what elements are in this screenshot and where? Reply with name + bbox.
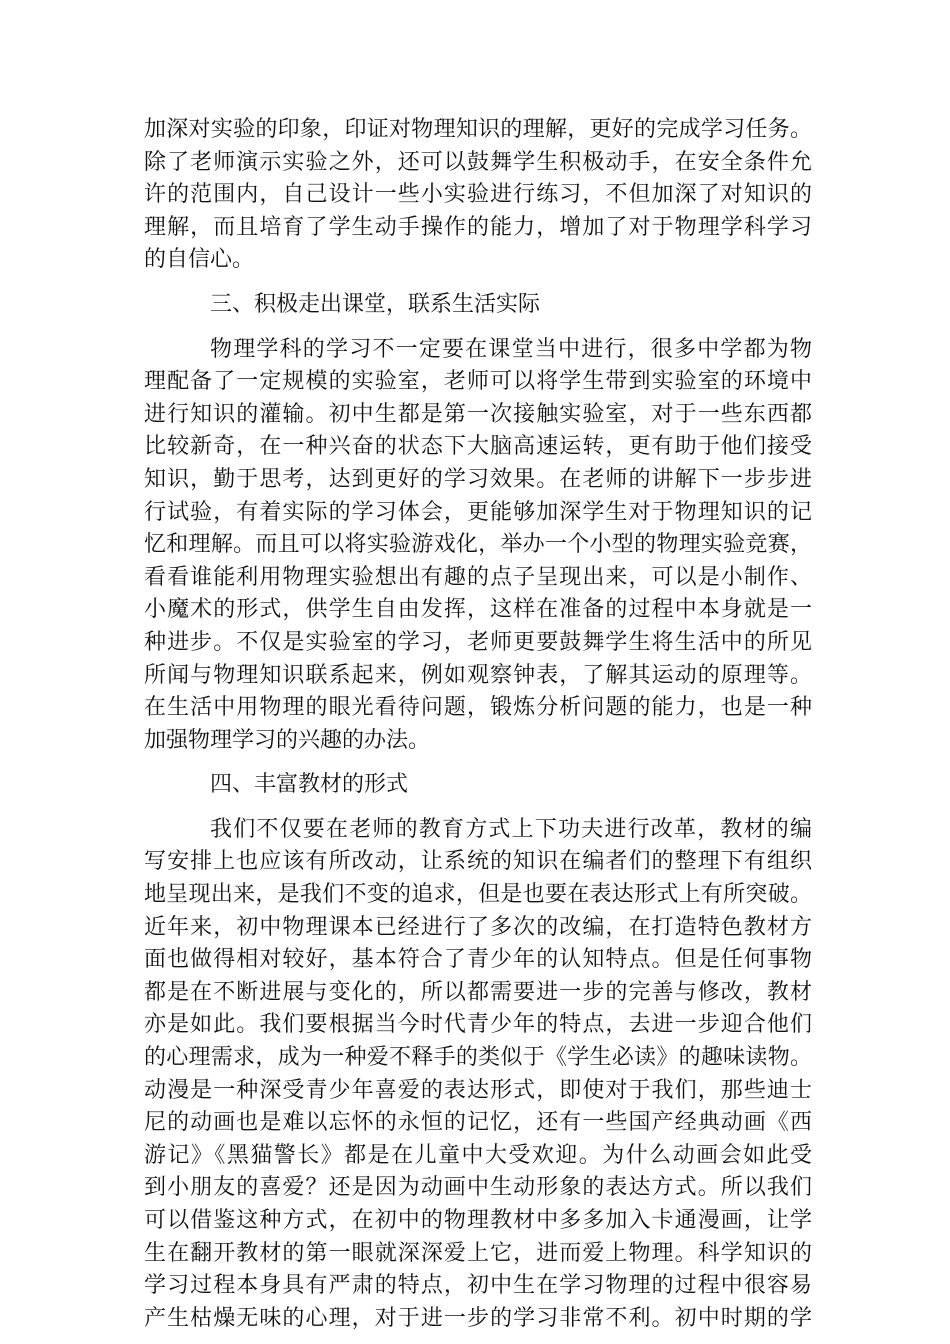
paragraph-textbook-form [144,814,812,1336]
text-line: 知识，勤于思考，达到更好的学习效果。在老师的讲解下一步步进 [144,466,812,492]
text-line: 许的范围内，自己设计一些小实验进行练习，不但加深了对知识的 [144,182,812,208]
text-line: 亦是如此。我们要根据当今时代青少年的特点，去进一步迎合他们 [144,1012,812,1038]
text-line: 动漫是一种深受青少年喜爱的表达形式，即使对于我们，那些迪士 [144,1077,812,1103]
text-line: 理解，而且培育了学生动手操作的能力，增加了对于物理学科学习 [144,214,812,240]
paragraph-lab-practice [144,334,812,758]
text-line: 种进步。不仅是实验室的学习，老师更要鼓舞学生将生活中的所见 [144,629,812,655]
text-line: 理配备了一定规模的实验室，老师可以将学生带到实验室的环境中 [144,369,812,395]
text-line: 的自信心。 [144,247,255,273]
document-body [144,114,812,1335]
text-line: 比较新奇，在一种兴奋的状态下大脑高速运转，更有助于他们接受 [144,434,812,460]
text-line: 游记》《黑猫警长》都是在儿童中大受欢迎。为什么动画会如此受 [144,1142,812,1168]
paragraph-continued [144,114,812,277]
section-heading-4: 四、丰富教材的形式 [210,772,409,798]
text-line: 生在翻开教材的第一眼就深深爱上它，进而爱上物理。科学知识的 [144,1240,812,1266]
text-line: 尼的动画也是难以忘怀的永恒的记忆，还有一些国产经典动画《西 [144,1110,812,1136]
text-line: 到小朋友的喜爱？还是因为动画中生动形象的表达方式。所以我们 [144,1175,812,1201]
text-line: 都是在不断进展与变化的，所以都需要进一步的完善与修改，教材 [144,979,812,1005]
text-line: 忆和理解。而且可以将实验游戏化，举办一个小型的物理实验竞赛， [144,532,812,558]
text-line: 学习过程本身具有严肃的特点，初中生在学习物理的过程中很容易 [144,1273,812,1299]
text-line: 行试验，有着实际的学习体会，更能够加深学生对于物理知识的记 [144,499,812,525]
text-line: 物理学科的学习不一定要在课堂当中进行，很多中学都为物 [210,336,812,362]
text-line: 地呈现出来，是我们不变的追求，但是也要在表达形式上有所突破。 [144,882,812,908]
text-line: 的心理需求，成为一种爱不释手的类似于《学生必读》的趣味读物。 [144,1045,812,1071]
text-line: 产生枯燥无味的心理，对于进一步的学习非常不利。初中时期的学 [144,1305,812,1331]
text-line: 近年来，初中物理课本已经进行了多次的改编，在打造特色教材方 [144,914,812,940]
text-line: 加强物理学习的兴趣的办法。 [144,727,431,753]
text-line: 除了老师演示实验之外，还可以鼓舞学生积极动手，在安全条件允 [144,149,812,175]
text-line: 写安排上也应该有所改动，让系统的知识在编者们的整理下有组织 [144,849,812,875]
text-line: 在生活中用物理的眼光看待问题，锻炼分析问题的能力，也是一种 [144,695,812,721]
text-line: 可以借鉴这种方式，在初中的物理教材中多多加入卡通漫画，让学 [144,1208,812,1233]
text-line: 看看谁能利用物理实验想出有趣的点子呈现出来，可以是小制作、 [144,564,812,590]
text-line: 进行知识的灌输。初中生都是第一次接触实验室，对于一些东西都 [144,401,812,427]
text-line: 所闻与物理知识联系起来，例如观察钟表，了解其运动的原理等。 [144,662,812,688]
text-line: 小魔术的形式，供学生自由发挥，这样在准备的过程中本身就是一 [144,597,812,623]
section-heading-3: 三、积极走出课堂，联系生活实际 [210,291,541,317]
text-line: 面也做得相对较好，基本符合了青少年的认知特点。但是任何事物 [144,947,812,973]
text-line: 加深对实验的印象，印证对物理知识的理解，更好的完成学习任务。 [144,117,812,142]
text-line: 我们不仅要在老师的教育方式上下功夫进行改革，教材的编 [210,816,812,842]
